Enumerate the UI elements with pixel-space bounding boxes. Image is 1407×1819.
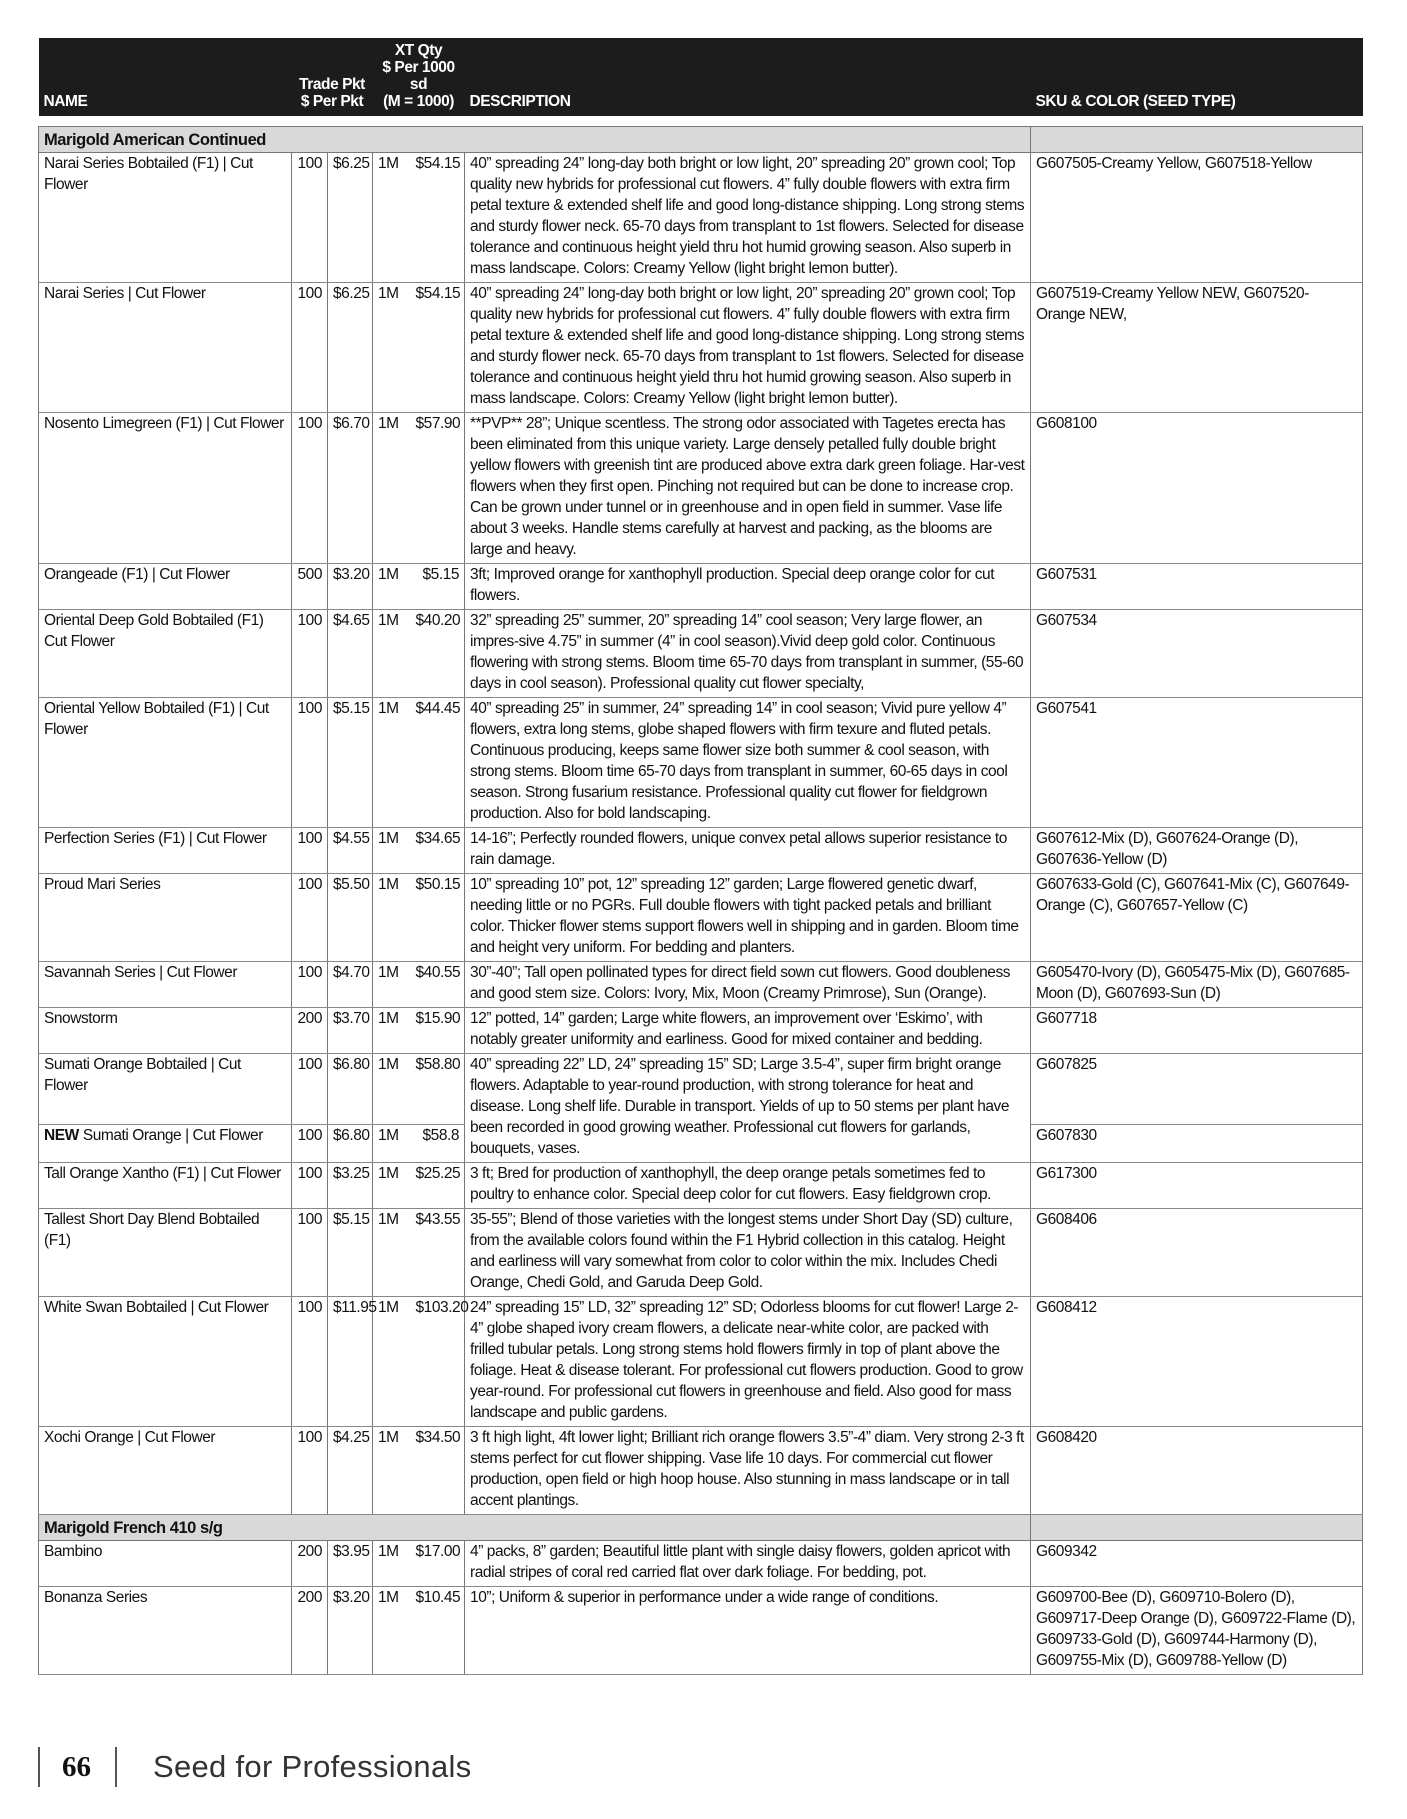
header-name: NAME [39,38,292,116]
xt-price: $15.90 [411,1008,465,1054]
xt-price: $10.45 [411,1587,465,1675]
product-name-text: Bonanza Series [44,1589,148,1606]
product-name [39,874,292,962]
trade-pkt-price: $11.95 [328,1297,373,1427]
xt-qty: 1M [373,1163,411,1209]
product-name [39,698,292,828]
product-name [39,283,292,413]
product-name [39,1427,292,1515]
trade-pkt-count: 100 [292,1427,328,1515]
trade-pkt-count: 100 [292,610,328,698]
trade-pkt-price: $6.80 [328,1124,373,1162]
product-description: 10”; Uniform & superior in performance under a wide range of conditions. [465,1587,1031,1675]
xt-price: $44.45 [411,698,465,828]
sku-color: G607612-Mix (D), G607624-Orange (D), G607636-Yellow (D) [1031,828,1363,874]
table-row [39,1163,1363,1209]
trade-pkt-price: $4.25 [328,1427,373,1515]
sku-color: G607531 [1031,564,1363,610]
trade-pkt-price: $3.95 [328,1541,373,1587]
product-description: 40” spreading 24” long-day both bright or low light, 20” spreading 20” grown cool; Top quality new hybrids for professional cut flowers. 4” fully double flowers with extra firm petal texture & extended shelf life and good long-distance shipping. Long strong stems and sturdy flower neck. 65-70 days from transplant to 1st flowers. Selected for disease tolerance and continuous height yield thru hot humid growing season. Also superb in mass landscape. Colors: Creamy Yellow (light bright lemon butter). [465,283,1031,413]
xt-price: $103.20 [411,1297,465,1427]
table-row [39,283,1363,413]
product-name-text: Oriental Deep Gold Bobtailed (F1) Cut Flower [44,612,264,650]
product-name [39,1297,292,1427]
xt-qty: 1M [373,1054,411,1125]
trade-pkt-price: $5.15 [328,1209,373,1297]
xt-qty: 1M [373,1541,411,1587]
table-row [39,962,1363,1008]
product-description: 24” spreading 15” LD, 32” spreading 12” SD; Odorless blooms for cut flower! Large 2-4” globe shaped ivory cream flowers, a delicate near-white color, are packed with frilled tubular petals. Long strong stems hold flowers firmly in top of plant above the foliage. Heat & disease tolerant. For professional cut flowers production. Good to grow year-round. For professional cut flowers in greenhouse and field. Also good for mass landscape and public gardens. [465,1297,1031,1427]
table-row [39,874,1363,962]
product-name [39,1124,292,1162]
footer-title: Seed for Professionals [153,1749,472,1784]
xt-price: $34.65 [411,828,465,874]
xt-price: $54.15 [411,153,465,283]
table-row [39,828,1363,874]
product-name-text: Nosento Limegreen (F1) | Cut Flower [44,415,284,432]
product-name [39,1008,292,1054]
product-name-text: Narai Series Bobtailed (F1) | Cut Flower [44,155,253,193]
product-name [39,1209,292,1297]
trade-pkt-count: 100 [292,698,328,828]
xt-qty: 1M [373,874,411,962]
table-row [39,1427,1363,1515]
product-name [39,1587,292,1675]
table-row [39,610,1363,698]
table-row [39,698,1363,828]
product-description: 3 ft; Bred for production of xanthophyll, the deep orange petals sometimes fed to poultry to enhance color. Special deep color for cut flowers. Easy fieldgrown crop. [465,1163,1031,1209]
trade-pkt-count: 100 [292,1124,328,1162]
product-description: 32” spreading 25” summer, 20” spreading 14” cool season; Very large flower, an impres-sive 4.75” in summer (4” in cool season).Vivid deep gold color. Continuous flowering with strong stems. Bloom time 65-70 days from transplant in summer, (55-60 days in cool season). Professional quality cut flower specialty, [465,610,1031,698]
xt-qty: 1M [373,828,411,874]
product-description: 40” spreading 24” long-day both bright or low light, 20” spreading 20” grown cool; Top quality new hybrids for professional cut flowers. 4” fully double flowers with extra firm petal texture & extended shelf life and good long-distance shipping. Long strong stems and sturdy flower neck. 65-70 days from transplant to 1st flowers. Selected for disease tolerance and continuous height yield thru hot humid growing season. Also superb in mass landscape. Colors: Creamy Yellow (light bright lemon butter). [465,153,1031,283]
product-description: 40” spreading 22” LD, 24” spreading 15” SD; Large 3.5-4”, super firm bright orange flowers. Adaptable to year-round production, with strong tolerance for heat and disease. Long shelf life. Durable in transport. Yields of up to 50 stems per plant have been recorded in good growing weather. Professional cut flowers for garlands, bouquets, vases. [465,1054,1031,1163]
sku-color: G607505-Creamy Yellow, G607518-Yellow [1031,153,1363,283]
product-description: **PVP** 28”; Unique scentless. The strong odor associated with Tagetes erecta has been eliminated from this unique variety. Large densely petalled fully double bright yellow flowers with greenish tint are produced above extra dark green foliage. Har-vest flowers when they first open. Pinching not required but can be done to increase crop. Can be grown under tunnel or in greenhouse and in open field in summer. Vase life about 3 weeks. Handle stems carefully at harvest and packing, as the blooms are large and heavy. [465,413,1031,564]
xt-qty: 1M [373,1124,411,1162]
xt-price: $54.15 [411,283,465,413]
sku-color: G607534 [1031,610,1363,698]
sku-color: G617300 [1031,1163,1363,1209]
sku-color: G607830 [1031,1124,1363,1162]
header-spacer [39,116,1363,127]
section-header-row [39,1515,1363,1541]
sku-color: G608420 [1031,1427,1363,1515]
spacer-cell [39,116,1363,127]
xt-qty: 1M [373,153,411,283]
product-name-text: Proud Mari Series [44,876,161,893]
trade-pkt-count: 500 [292,564,328,610]
table-row [39,564,1363,610]
product-name [39,1054,292,1125]
table-row [39,413,1363,564]
xt-price: $58.80 [411,1054,465,1125]
trade-pkt-price: $3.25 [328,1163,373,1209]
sku-color: G607519-Creamy Yellow NEW, G607520-Orange NEW, [1031,283,1363,413]
trade-pkt-price: $5.15 [328,698,373,828]
section-sku-blank [1031,127,1363,153]
sku-color: G609700-Bee (D), G609710-Bolero (D), G609717-Deep Orange (D), G609722-Flame (D), G609733-Gold (D), G609744-Harmony (D), G609755-Mix (D), G609788-Yellow (D) [1031,1587,1363,1675]
xt-price: $40.20 [411,610,465,698]
trade-pkt-price: $3.70 [328,1008,373,1054]
table-row [39,1587,1363,1675]
xt-qty: 1M [373,283,411,413]
trade-pkt-count: 100 [292,1297,328,1427]
table-row [39,1541,1363,1587]
trade-pkt-count: 100 [292,828,328,874]
product-name-text: Savannah Series | Cut Flower [44,964,238,981]
table-body [39,116,1363,1675]
trade-pkt-count: 100 [292,153,328,283]
xt-price: $34.50 [411,1427,465,1515]
product-description: 3ft; Improved orange for xanthophyll production. Special deep orange color for cut flowers. [465,564,1031,610]
sku-color: G607541 [1031,698,1363,828]
xt-qty: 1M [373,698,411,828]
header-xt-line3: (M = 1000) [383,93,454,110]
product-name [39,610,292,698]
product-description: 30”-40”; Tall open pollinated types for direct field sown cut flowers. Good doubleness and good stem size. Colors: Ivory, Mix, Moon (Creamy Primrose), Sun (Orange). [465,962,1031,1008]
product-description: 12” potted, 14” garden; Large white flowers, an improvement over ‘Eskimo’, with notably greater uniformity and earliness. Good for mixed container and bedding. [465,1008,1031,1054]
product-name-text: Tall Orange Xantho (F1) | Cut Flower [44,1165,281,1182]
seed-catalog-table [38,38,1363,1675]
product-description: 35-55”; Blend of those varieties with the longest stems under Short Day (SD) culture, from the available colors found within the F1 Hybrid collection in this catalog. Height and earliness will vary somewhat from color to color within the mix. Includes Chedi Orange, Chedi Gold, and Garuda Deep Gold. [465,1209,1031,1297]
product-name-text: Bambino [44,1543,103,1560]
sku-color: G607633-Gold (C), G607641-Mix (C), G607649-Orange (C), G607657-Yellow (C) [1031,874,1363,962]
xt-qty: 1M [373,564,411,610]
xt-qty: 1M [373,413,411,564]
header-trade-pkt-line1: Trade Pkt [299,76,365,93]
trade-pkt-count: 100 [292,874,328,962]
sku-color: G608406 [1031,1209,1363,1297]
product-description: 3 ft high light, 4ft lower light; Brilliant rich orange flowers 3.5”-4” diam. Very strong 2-3 ft stems perfect for cut flower shipping. Vase life 10 days. For commercial cut flower production, open field or high hoop house. Also stunning in mass landscape or in tall accent plantings. [465,1427,1031,1515]
trade-pkt-count: 200 [292,1008,328,1054]
trade-pkt-count: 200 [292,1587,328,1675]
product-name-text: Orangeade (F1) | Cut Flower [44,566,230,583]
page-number: 66 [62,1750,91,1783]
product-name [39,828,292,874]
sku-color: G608412 [1031,1297,1363,1427]
section-header-row [39,127,1363,153]
product-name [39,413,292,564]
trade-pkt-price: $3.20 [328,564,373,610]
product-name-text: Narai Series | Cut Flower [44,285,206,302]
trade-pkt-price: $6.70 [328,413,373,564]
trade-pkt-price: $5.50 [328,874,373,962]
trade-pkt-count: 100 [292,1054,328,1125]
trade-pkt-price: $6.25 [328,153,373,283]
product-name-text: Perfection Series (F1) | Cut Flower [44,830,267,847]
trade-pkt-count: 100 [292,962,328,1008]
product-name [39,1541,292,1587]
xt-price: $17.00 [411,1541,465,1587]
header-trade-pkt-line2: $ Per Pkt [300,93,364,110]
sku-color: G607825 [1031,1054,1363,1125]
table-row [39,1297,1363,1427]
sku-color: G609342 [1031,1541,1363,1587]
section-title: Marigold French 410 s/g [39,1515,1031,1541]
product-name [39,1163,292,1209]
product-name [39,564,292,610]
new-badge: NEW [44,1126,79,1144]
sku-color: G605470-Ivory (D), G605475-Mix (D), G607685-Moon (D), G607693-Sun (D) [1031,962,1363,1008]
trade-pkt-price: $4.55 [328,828,373,874]
trade-pkt-price: $6.25 [328,283,373,413]
table-row [39,153,1363,283]
product-name-text: Xochi Orange | Cut Flower [44,1429,216,1446]
product-description: 4” packs, 8” garden; Beautiful little plant with single daisy flowers, golden apricot with radial stripes of coral red carried flat over dark foliage. For bedding, pot. [465,1541,1031,1587]
xt-qty: 1M [373,1008,411,1054]
section-title: Marigold American Continued [39,127,1031,153]
sku-color: G607718 [1031,1008,1363,1054]
table-row [39,1209,1363,1297]
header-xt-qty [373,38,465,116]
trade-pkt-price: $3.20 [328,1587,373,1675]
product-name [39,962,292,1008]
trade-pkt-count: 100 [292,413,328,564]
trade-pkt-count: 100 [292,1163,328,1209]
xt-qty: 1M [373,1297,411,1427]
trade-pkt-count: 200 [292,1541,328,1587]
xt-price: $43.55 [411,1209,465,1297]
trade-pkt-price: $4.70 [328,962,373,1008]
product-name-text: Tallest Short Day Blend Bobtailed (F1) [44,1211,260,1249]
trade-pkt-price: $4.65 [328,610,373,698]
trade-pkt-count: 100 [292,283,328,413]
xt-qty: 1M [373,1427,411,1515]
header-xt-line2: $ Per 1000 sd [382,59,455,93]
header-sku: SKU & COLOR (SEED TYPE) [1031,38,1363,116]
sku-color: G608100 [1031,413,1363,564]
product-name-text: White Swan Bobtailed | Cut Flower [44,1299,269,1316]
product-name-text: Sumati Orange | Cut Flower [82,1126,263,1144]
product-name-text: Oriental Yellow Bobtailed (F1) | Cut Flower [44,700,269,738]
page-footer [38,1745,472,1789]
trade-pkt-price: $6.80 [328,1054,373,1125]
xt-price: $58.8 [411,1124,465,1162]
xt-qty: 1M [373,1209,411,1297]
product-description: 14-16”; Perfectly rounded flowers, unique convex petal allows superior resistance to rain damage. [465,828,1031,874]
header-xt-line1: XT Qty [394,42,443,59]
xt-qty: 1M [373,610,411,698]
xt-price: $5.15 [411,564,465,610]
product-name-text: Sumati Orange Bobtailed | Cut Flower [44,1056,241,1094]
table-row [39,1054,1363,1125]
header-description: DESCRIPTION [465,38,1031,116]
xt-price: $50.15 [411,874,465,962]
trade-pkt-count: 100 [292,1209,328,1297]
product-name [39,153,292,283]
table-header [39,38,1363,116]
xt-price: $25.25 [411,1163,465,1209]
header-trade-pkt [292,38,373,116]
table-row [39,1008,1363,1054]
product-description: 10” spreading 10” pot, 12” spreading 12” garden; Large flowered genetic dwarf, needing little or no PGRs. Full double flowers with tight packed petals and brilliant color. Thicker flower stems support flowers well in shipping and in garden. Bloom time and height very uniform. For bedding and planters. [465,874,1031,962]
xt-price: $57.90 [411,413,465,564]
xt-qty: 1M [373,962,411,1008]
product-name-text: Snowstorm [44,1010,118,1027]
section-sku-blank [1031,1515,1363,1541]
product-description: 40” spreading 25” in summer, 24” spreading 14” in cool season; Vivid pure yellow 4” flowers, extra long stems, globe shaped flowers with firm texure and fluted petals. Continuous producing, keeps same flower size both summer & cool season, with strong stems. Bloom time 65-70 days from transplant in summer, 60-65 days in cool season. Strong fusarium resistance. Professional quality cut flower for fieldgrown production. Also for bold landscaping. [465,698,1031,828]
xt-qty: 1M [373,1587,411,1675]
xt-price: $40.55 [411,962,465,1008]
